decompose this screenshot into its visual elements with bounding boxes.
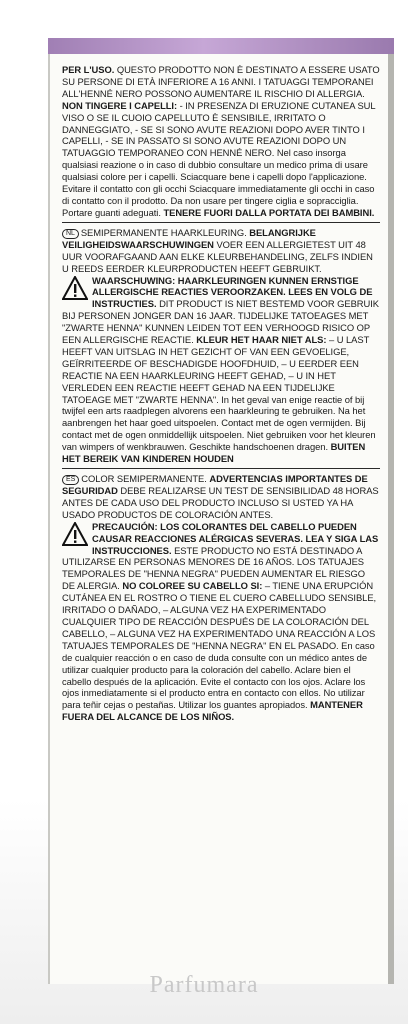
warning-text-panel: [62, 64, 380, 730]
nl-intro: SEMIPERMANENTE HAARKLEURING.: [80, 226, 250, 238]
nl-do-not-dye: KLEUR HET HAAR NIET ALS:: [196, 334, 327, 346]
it-text-2: - IN PRESENZA DI ERUZIONE CUTANEA SUL VISO O SE IL CUOIO CAPELLUTO È SENSIBILE, IRRITATO O DANNEGGIATO, - SE SI SONO AVUTE REAZIONI DOPO AVER TINTO I CAPELLI, - SE IN PASSATO SI SONO AVUTE REAZIONI DOPO UN TATUAGGIO TEMPORANEO CON HENNÉ NERO. Nel caso insorga qualsiasi reazione o in caso di dubbio consultare un medico prima di usare qualsiasi colore per i capelli. Sciacquare bene i capelli dopo l'applicazione. Evitare il contatto con gli occhi Sciacquare immediatamente gli occhi in caso di contatto con il prodotto. Da non usare per tingere ciglia e sopracciglia. Portare guanti adeguati.: [62, 99, 376, 218]
nl-warning: WAARSCHUWING: HAARKLEURINGEN KUNNEN ERNSTIGE ALLERGISCHE REACTIES VEROORZAKEN. LEES EN VOLG DE INSTRUCTIES.: [92, 274, 373, 310]
watermark-text: Parfumara: [149, 972, 259, 998]
warning-triangle-icon: [62, 522, 88, 546]
nl-language-badge: NL: [62, 229, 79, 239]
es-intro-2: DEBE REALIZARSE UN TEST DE SENSIBILIDAD 48 HORAS ANTES DE CADA USO DEL PRODUCTO INCLUSO SI USTED YA HA USADO PRODUCTOS DE COLORACIÓN ANTES.: [62, 485, 379, 520]
nl-keep-away: BUITEN HET BEREIK VAN KINDEREN HOUDEN: [62, 441, 366, 465]
warning-triangle-icon: [62, 276, 88, 300]
nl-intro-2: VOER EEN ALLERGIETEST UIT 48 UUR VOORAFGAAND AAN ELKE KLEURBEHANDELING, ZELFS INDIEN U REEDS EERDER KLEURPRODUCTEN HEEFT GEBRUIKT.: [62, 238, 373, 274]
spanish-section: [62, 473, 380, 726]
es-intro-bold: ADVERTENCIAS IMPORTANTES DE SEGURIDAD: [62, 473, 368, 496]
es-keep-away: MANTENER FUERA DEL ALCANCE DE LOS NIÑOS.: [62, 699, 363, 723]
it-keep-away: TENERE FUORI DALLA PORTATA DEI BAMBINI.: [163, 206, 375, 218]
es-language-badge: ES: [62, 475, 79, 485]
es-do-not-dye: NO COLOREE SU CABELLO SI:: [122, 580, 263, 592]
es-warning: PRECAUCIÓN: LOS COLORANTES DEL CABELLO PUEDEN CAUSAR REACCIONES ALÉRGICAS SEVERAS. LEA Y SIGA LAS INSTRUCCIONES.: [92, 520, 379, 556]
es-intro: COLOR SEMIPERMANENTE.: [81, 473, 210, 484]
nl-text-1: DIT PRODUCT IS NIET BESTEMD VOOR GEBRUIK BIJ PERSONEN JONGER DAN 16 JAAR. TIJDELIJKE TATOEAGES MET "ZWARTE HENNA" KUNNEN LEIDEN TOT EEN VERHOOGD RISICO OP EEN ALLERGISCHE REACTIE.: [62, 298, 379, 346]
nl-text-2: – U LAST HEEFT VAN UITSLAG IN HET GEZICHT OF VAN EEN GEVOELIGE, GEÏRRITEERDE OF BESCHADIGDE HOOFDHUID, – U EERDER EEN REACTIE NA EEN HAARKLEURING HEEFT GEHAD, – U IN HET VERLEDEN EEN REACTIE HEEFT GEHAD NA EEN TIJDELIJKE TATOEAGE MET "ZWARTE HENNA". In het geval van enige reactie of bij twijfel een arts raadplegen alvorens een haarkleuring te gebruiken. Na het aanbrengen het haar goed uitspoelen. Contact met de ogen vermijden. Bij contact met de ogen onmiddellijk uitspoelen. Niet gebruiken voor het kleuren van wimpers of wenkbrauwen. Geschikte handschoenen dragen.: [62, 334, 376, 453]
nl-intro-bold: BELANGRIJKE VEILIGHEIDSWAARSCHUWINGEN: [62, 226, 316, 250]
es-text-1: ESTE PRODUCTO NO ESTÁ DESTINADO A UTILIZARSE EN PERSONAS MENORES DE 16 AÑOS. LOS TATUAJES TEMPORALES DE "HENNA NEGRA" PUEDEN AUMENTAR EL RIESGO DE ALERGIA.: [62, 544, 366, 592]
italian-section: [62, 64, 380, 223]
it-do-not-dye: NON TINGERE I CAPELLI:: [62, 99, 178, 111]
it-heading: PER L'USO.: [62, 64, 115, 75]
dutch-section: [62, 227, 380, 469]
it-text-1: QUESTO PRODOTTO NON È DESTINATO A ESSERE USATO SU PERSONE DI ETÀ INFERIORE A 16 ANNI. I TATUAGGI TEMPORANEI ALL'HENNÉ NERO POSSONO AUMENTARE IL RISCHIO DI ALLERGIA.: [62, 64, 380, 99]
es-text-2: – TIENE UNA ERUPCIÓN CUTÁNEA EN EL ROSTRO O TIENE EL CUERO CABELLUDO SENSIBLE, IRRITADO O DAÑADO, – ALGUNA VEZ HA EXPERIMENTADO CUALQUIER TIPO DE REACCIÓN DESPUÉS DE LA COLORACIÓN DEL CABELLO, – ALGUNA VEZ HA EXPERIMENTADO UNA REACCIÓN A LOS TATUAJES TEMPORALES DE "HENNA NEGRA" EN EL PASADO. En caso de cualquier reacción o en caso de duda consulte con un médico antes de utilizar cualquier producto para la coloración del cabello. Aclare bien el cabello después de la aplicación. Evite el contacto con los ojos. Aclare los ojos inmediatamente si el producto entra en contacto con ellos. No utilizar para teñir cejas o pestañas. Utilizar los guantes apropiados.: [62, 580, 377, 711]
box-top-flap: [48, 38, 394, 54]
